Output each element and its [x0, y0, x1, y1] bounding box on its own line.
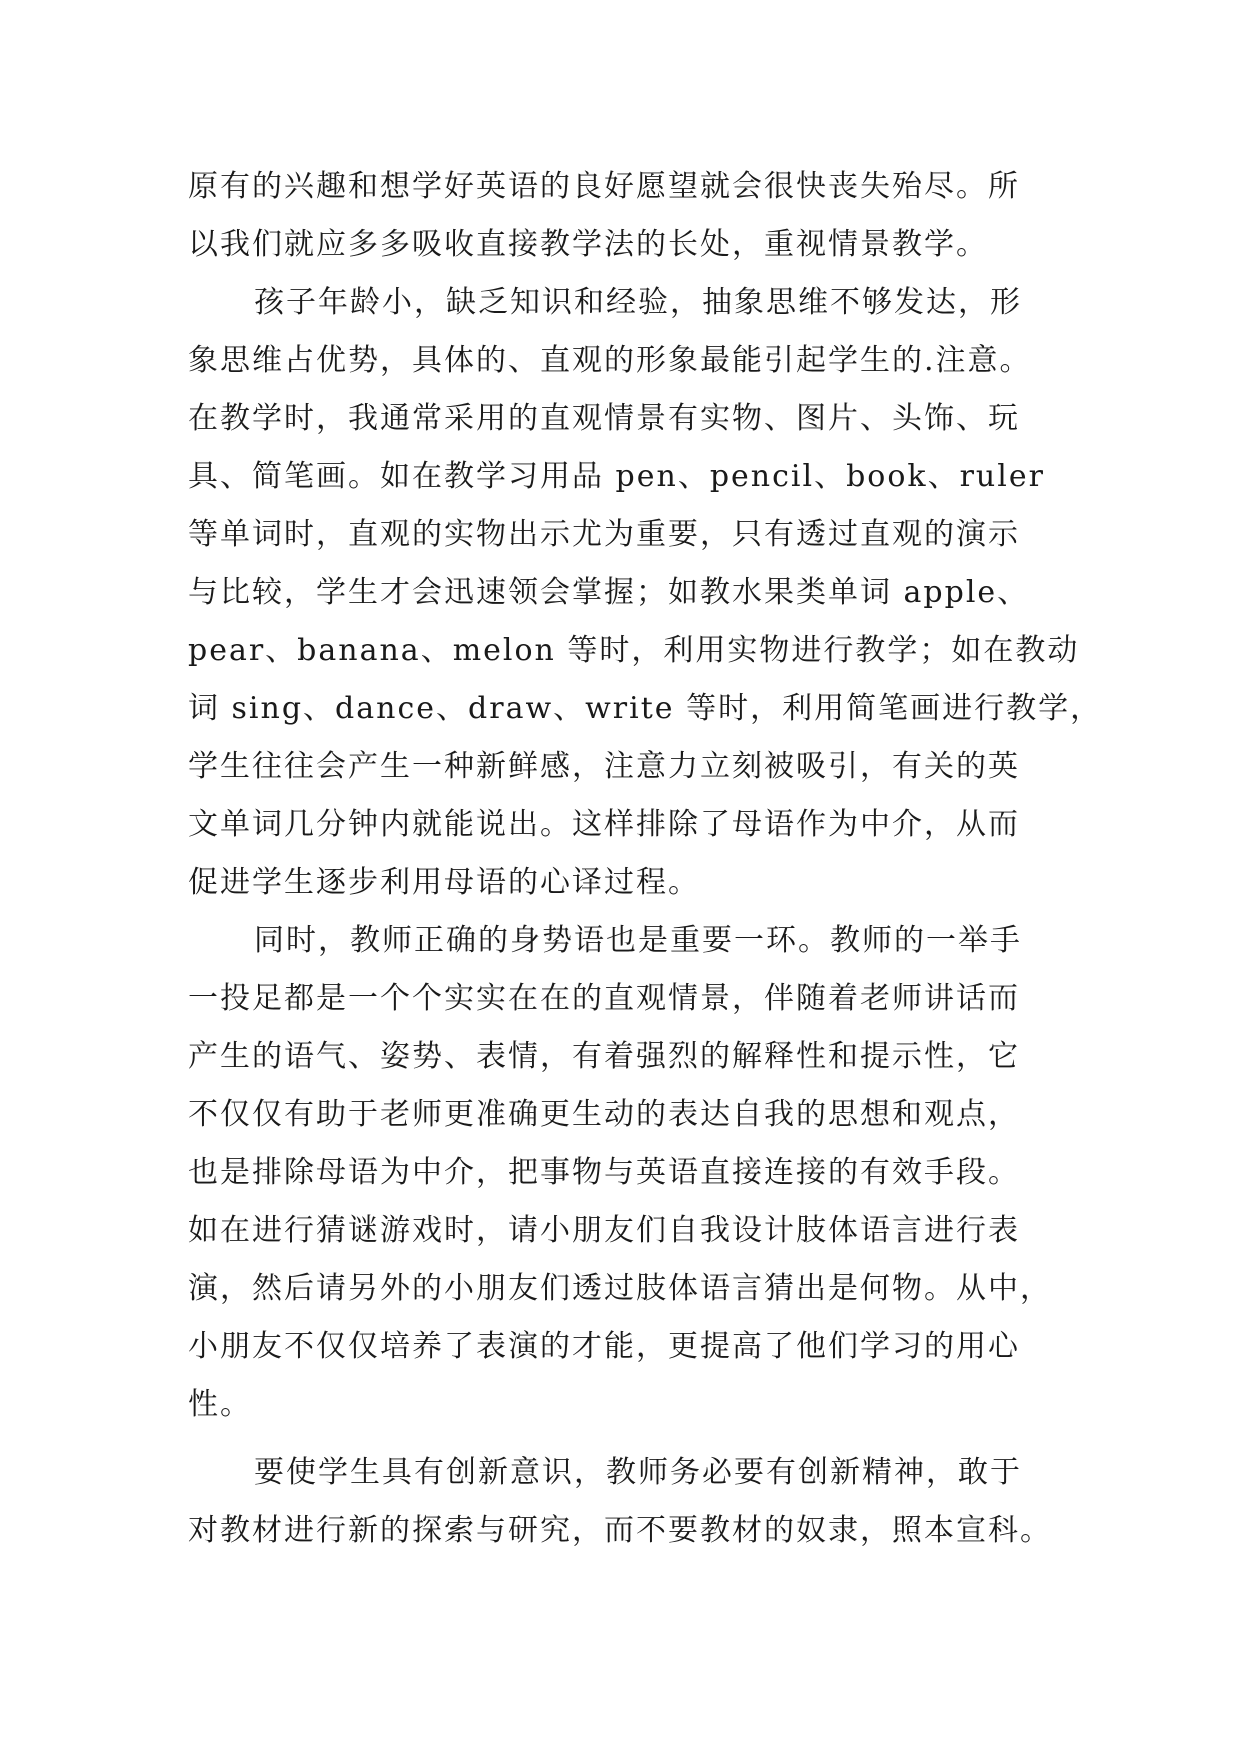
text-line: 象思维占优势，具体的、直观的形象最能引起学生的.注意。 [188, 343, 1032, 378]
text-line: 如在进行猜谜游戏时，请小朋友们自我设计肢体语言进行表 [188, 1213, 1020, 1248]
paragraph-first-line: 要使学生具有创新意识，教师务必要有创新精神，敢于 [254, 1455, 1022, 1490]
text-line: 对教材进行新的探索与研究，而不要教材的奴隶，照本宣科。 [188, 1513, 1052, 1548]
text-line: 词 sing、dance、draw、write 等时，利用简笔画进行教学， [188, 691, 1103, 726]
paragraph-first-line: 同时，教师正确的身势语也是重要一环。教师的一举手 [254, 923, 1022, 958]
text-line: 原有的兴趣和想学好英语的良好愿望就会很快丧失殆尽。所 [188, 169, 1020, 204]
text-line: 文单词几分钟内就能说出。这样排除了母语作为中介，从而 [188, 807, 1020, 842]
text-line: 与比较，学生才会迅速领会掌握；如教水果类单词 apple、 [188, 575, 1030, 610]
text-line: 一投足都是一个个实实在在的直观情景，伴随着老师讲话而 [188, 981, 1020, 1016]
text-line: 也是排除母语为中介，把事物与英语直接连接的有效手段。 [188, 1155, 1020, 1190]
body-text [188, 158, 1103, 1560]
text-line: 产生的语气、姿势、表情，有着强烈的解释性和提示性，它 [188, 1039, 1020, 1074]
text-line: 学生往往会产生一种新鲜感，注意力立刻被吸引，有关的英 [188, 749, 1020, 784]
text-line: 具、简笔画。如在教学习用品 pen、pencil、book、ruler [188, 459, 1045, 494]
text-line: 促进学生逐步利用母语的心译过程。 [188, 865, 700, 900]
text-line: 演，然后请另外的小朋友们透过肢体语言猜出是何物。从中， [188, 1271, 1052, 1306]
paragraph-first-line: 孩子年龄小，缺乏知识和经验，抽象思维不够发达，形 [254, 285, 1022, 320]
text-line: 不仅仅有助于老师更准确更生动的表达自我的思想和观点， [188, 1097, 1020, 1132]
text-line: 以我们就应多多吸收直接教学法的长处，重视情景教学。 [188, 227, 988, 262]
text-line: 等单词时，直观的实物出示尤为重要，只有透过直观的演示 [188, 517, 1020, 552]
text-line: 小朋友不仅仅培养了表演的才能，更提高了他们学习的用心 [188, 1329, 1020, 1364]
text-line: 性。 [188, 1387, 252, 1422]
text-line: 在教学时，我通常采用的直观情景有实物、图片、头饰、玩 [188, 401, 1020, 436]
text-line: pear、banana、melon 等时，利用实物进行教学；如在教动 [188, 633, 1080, 668]
